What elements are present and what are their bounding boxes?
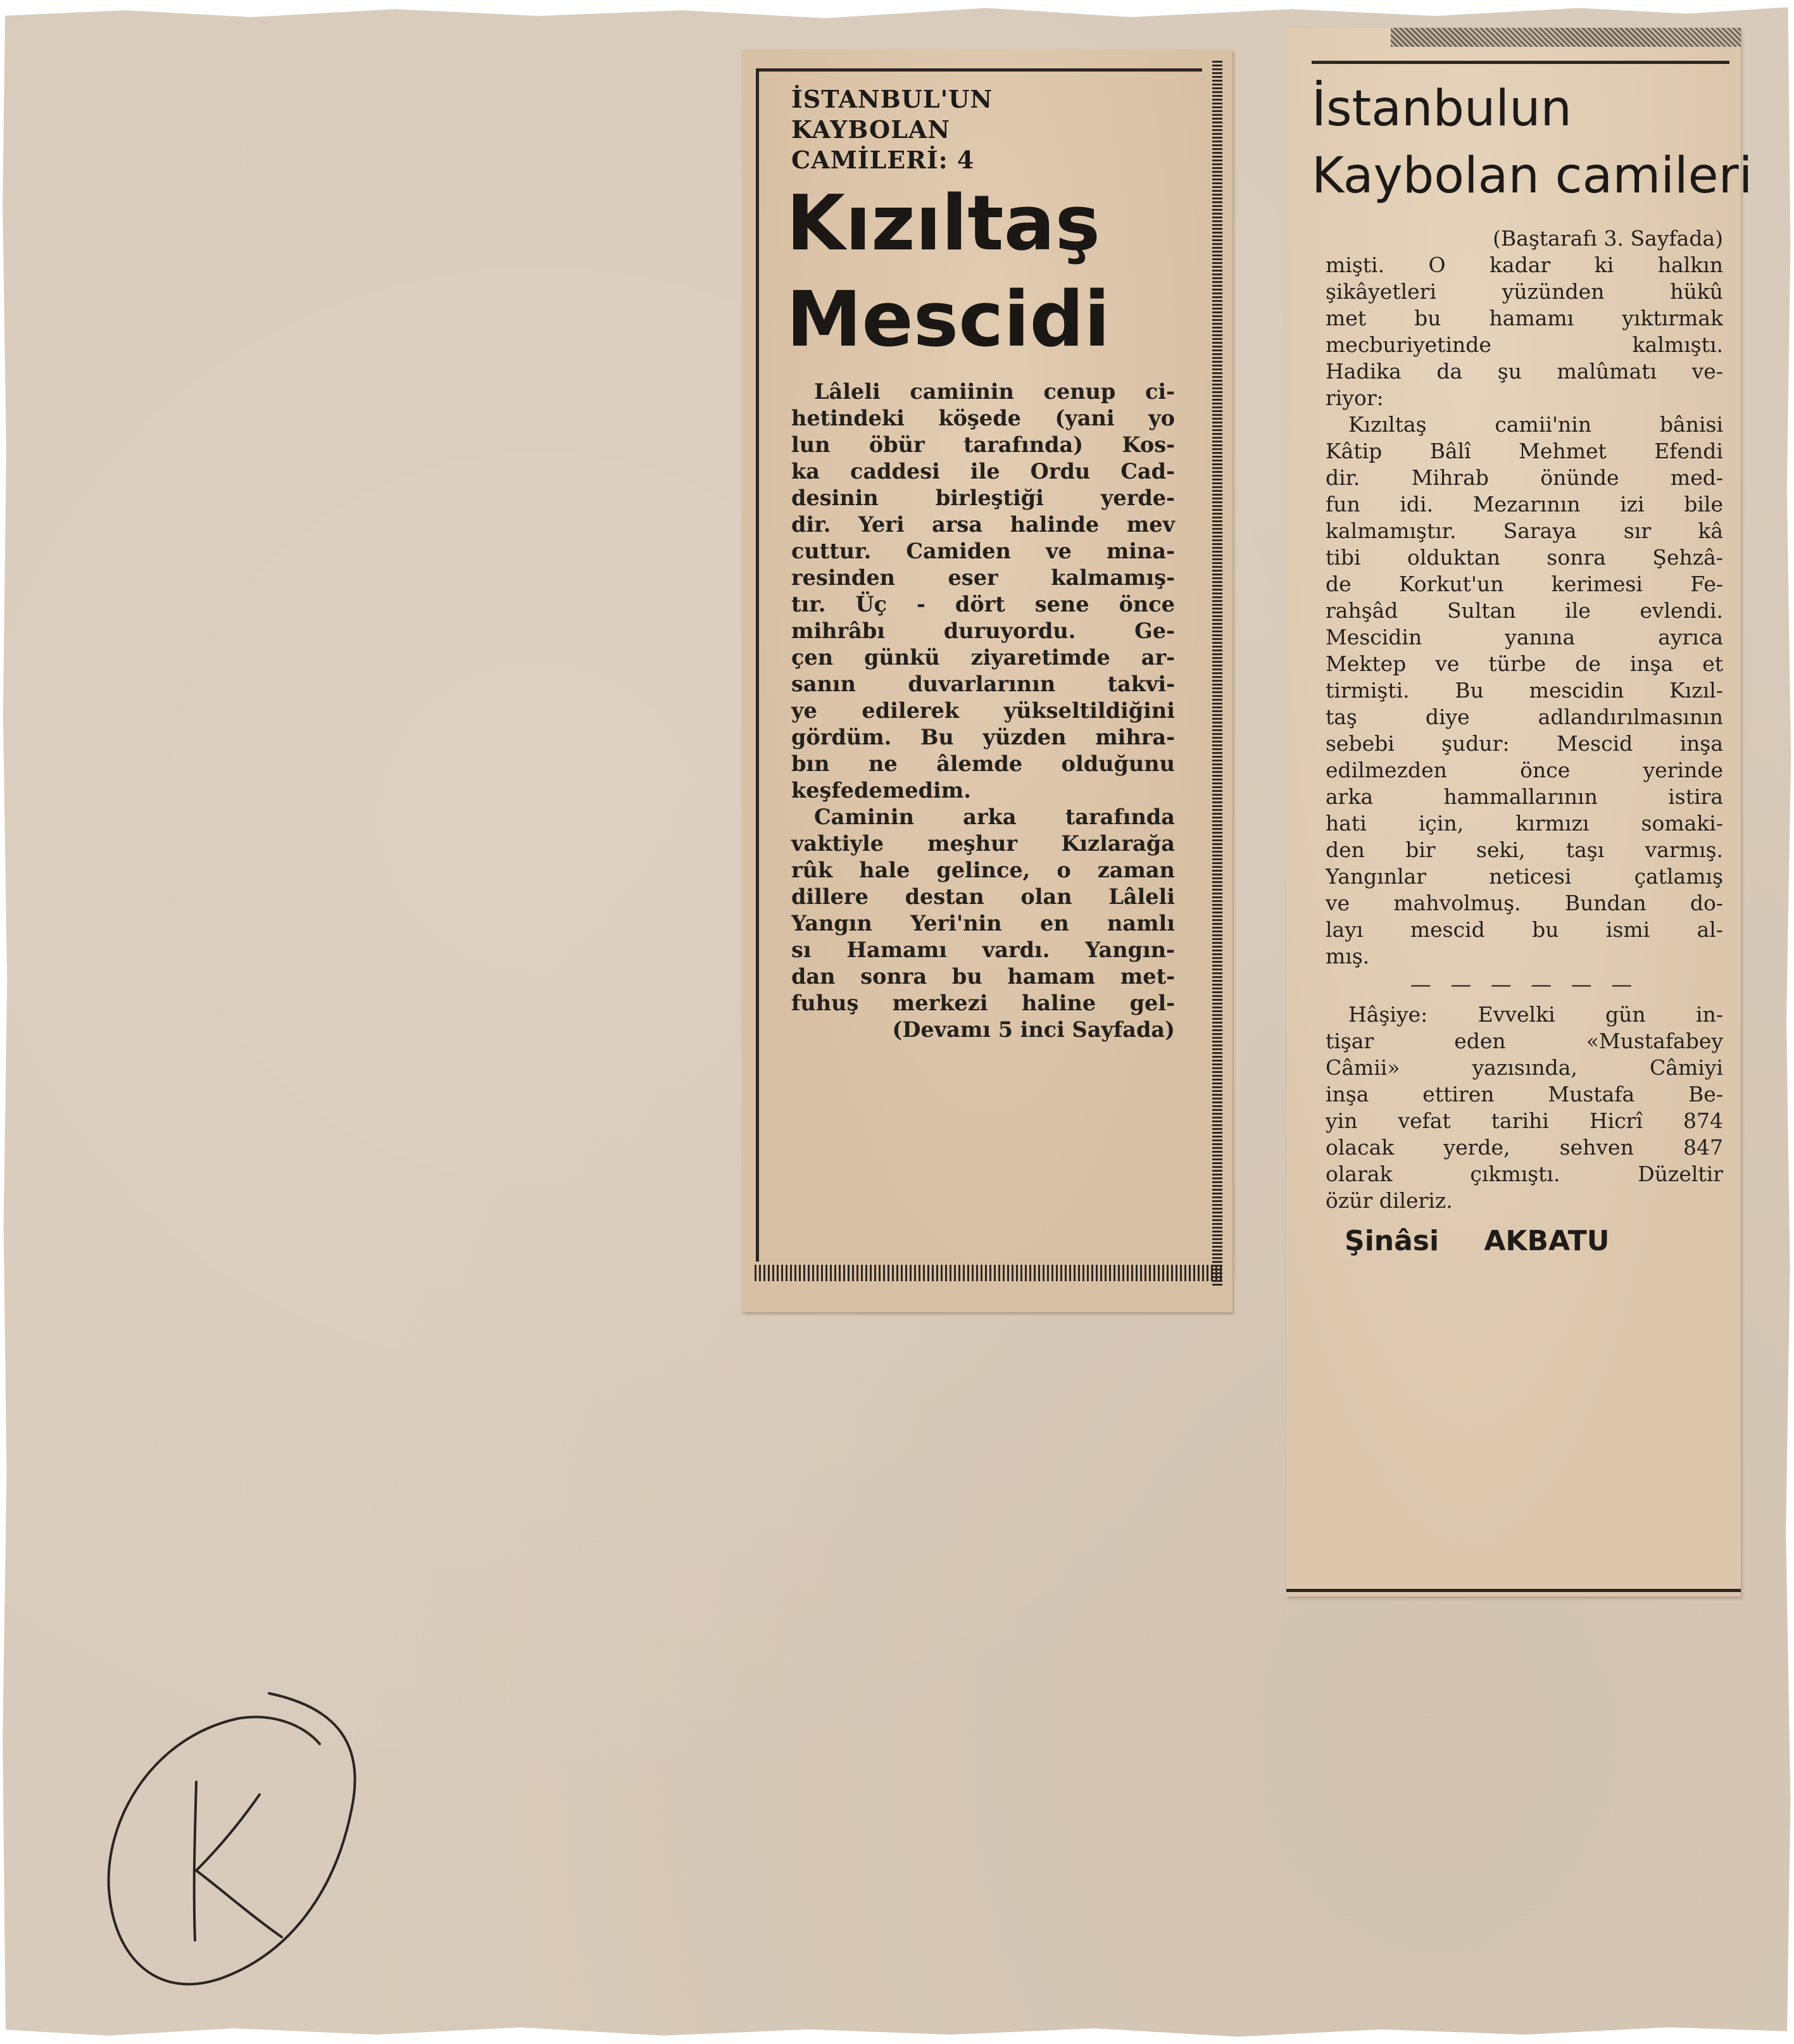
horizontal-dotted-rule xyxy=(755,1265,1223,1281)
newspaper-clipping-kiziltas xyxy=(742,49,1233,1312)
body-line: sebebi şudur: Mescid inşa xyxy=(1326,731,1723,756)
body-line: keşfedemedim. xyxy=(791,778,971,803)
body-line: cuttur. Camiden ve mina- xyxy=(791,539,1175,563)
bottom-rule xyxy=(1286,1589,1741,1592)
body-line: mişti. O kadar ki halkın xyxy=(1326,253,1723,277)
headline-line: Kaybolan camileri xyxy=(1312,147,1753,204)
body-line: Hâşiye: Evvelki gün in- xyxy=(1348,1002,1723,1027)
body-line: tirmişti. Bu mescidin Kızıl- xyxy=(1326,678,1723,703)
body-line: inşa ettiren Mustafa Be- xyxy=(1326,1082,1723,1107)
body-line: sanın duvarlarının takvi- xyxy=(791,672,1175,696)
kicker-line: KAYBOLAN xyxy=(791,115,951,144)
body-line: met bu hamamı yıktırmak xyxy=(1326,306,1723,330)
body-line: vaktiyle meşhur Kızlarağa xyxy=(791,831,1175,856)
body-line: Yangın Yeri'nin en namlı xyxy=(791,911,1175,936)
body-line: Caminin arka tarafında xyxy=(814,805,1175,829)
body-line: çen günkü ziyaretimde ar- xyxy=(791,645,1175,670)
body-line: Câmii» yazısında, Câmiyi xyxy=(1326,1055,1723,1080)
handwritten-k-mark-icon xyxy=(101,1681,373,1997)
newspaper-clipping-continuation xyxy=(1286,28,1753,1596)
body-line: olacak yerde, sehven 847 xyxy=(1326,1135,1723,1160)
body-line: ve mahvolmuş. Bundan do- xyxy=(1326,891,1723,915)
separator-dashes: — — — — — — xyxy=(1410,972,1639,996)
body-line: rûk hale gelince, o zaman xyxy=(791,858,1175,882)
vertical-dotted-rule xyxy=(1212,61,1222,1286)
body-line: tibi olduktan sonra Şehzâ- xyxy=(1326,545,1723,570)
body-line: fun idi. Mezarının izi bile xyxy=(1326,492,1723,517)
body-line: lun öbür tarafında) Kos- xyxy=(791,432,1175,457)
body-line: riyor: xyxy=(1326,386,1384,410)
body-line: hati için, kırmızı somaki- xyxy=(1326,811,1723,836)
headline-line: Mescidi xyxy=(786,276,1110,364)
body-line: mecburiyetinde kalmıştı. xyxy=(1326,332,1723,357)
kicker-line: CAMİLERİ: 4 xyxy=(791,146,975,174)
body-line: layı mescid bu ismi al- xyxy=(1326,917,1723,942)
body-line: ye edilerek yükseltildiğini xyxy=(791,698,1175,723)
body-line: resinden eser kalmamış- xyxy=(791,565,1175,590)
continuation-body xyxy=(1326,225,1723,1255)
body-line: edilmezden önce yerinde xyxy=(1326,758,1723,782)
mark-k-arms xyxy=(196,1795,282,1937)
body-line: özür dileriz. xyxy=(1326,1188,1453,1213)
headline-line: Kızıltaş xyxy=(786,180,1100,268)
continued-from-note: (Baştarafı 3. Sayfada) xyxy=(1493,226,1723,251)
body-line: kalmamıştır. Saraya sır kâ xyxy=(1326,518,1723,543)
article-headline xyxy=(786,176,1179,368)
body-line: dir. Mihrab önünde med- xyxy=(1326,465,1723,490)
author-signature: Şinâsi AKBATU xyxy=(1345,1225,1610,1257)
body-line: fuhuş merkezi haline gel- xyxy=(791,991,1175,1015)
continuation-headline xyxy=(1312,75,1753,210)
body-line: olarak çıkmıştı. Düzeltir xyxy=(1326,1162,1723,1186)
kicker-line: İSTANBUL'UN xyxy=(791,85,993,113)
body-line: Mektep ve türbe de inşa et xyxy=(1326,651,1723,676)
mark-circle xyxy=(109,1693,355,1984)
body-line: dir. Yeri arsa halinde mev xyxy=(791,512,1175,537)
body-line: tişar eden «Mustafabey xyxy=(1326,1029,1723,1053)
body-line: bın ne âlemde olduğunu xyxy=(791,751,1175,776)
body-line: Kızıltaş camii'nin bânisi xyxy=(1348,412,1723,437)
body-line: rahşâd Sultan ile evlendi. xyxy=(1326,598,1723,623)
body-line: Lâleli camiinin cenup ci- xyxy=(814,379,1175,404)
headline-line: İstanbulun xyxy=(1312,80,1572,137)
body-line: gördüm. Bu yüzden mihra- xyxy=(791,725,1175,749)
body-line: desinin birleştiği yerde- xyxy=(791,486,1175,510)
body-line: de Korkut'un kerimesi Fe- xyxy=(1326,572,1723,596)
body-line: Kâtip Bâlî Mehmet Efendi xyxy=(1326,439,1723,463)
body-line: mış. xyxy=(1326,944,1370,969)
body-line: yin vefat tarihi Hicrî 874 xyxy=(1326,1108,1723,1133)
body-line: arka hammallarının istira xyxy=(1326,784,1723,809)
article-body xyxy=(791,379,1175,1043)
body-line: tır. Üç - dört sene önce xyxy=(791,592,1175,617)
body-line: Yangınlar neticesi çatlamış xyxy=(1326,864,1723,889)
body-line: ka caddesi ile Ordu Cad- xyxy=(791,459,1175,484)
body-line: Hadika da şu malûmatı ve- xyxy=(1326,359,1723,384)
body-line: şikâyetleri yüzünden hükû xyxy=(1326,279,1723,304)
top-rule xyxy=(1312,61,1729,64)
body-line: den bir seki, taşı varmış. xyxy=(1326,837,1723,862)
body-line: taş diye adlandırılmasının xyxy=(1326,705,1723,729)
mark-k-stem xyxy=(194,1782,196,1940)
body-line: dan sonra bu hamam met- xyxy=(791,964,1175,989)
hatched-top-bar xyxy=(1391,28,1741,47)
body-line: mihrâbı duruyordu. Ge- xyxy=(791,618,1175,643)
continued-note: (Devamı 5 inci Sayfada) xyxy=(892,1017,1175,1042)
body-line: Mescidin yanına ayrıca xyxy=(1326,625,1723,649)
body-line: dillere destan olan Lâleli xyxy=(791,884,1175,909)
article-kicker xyxy=(791,84,1171,175)
body-line: hetindeki köşede (yani yo xyxy=(791,406,1175,430)
body-line: sı Hamamı vardı. Yangın- xyxy=(791,937,1175,962)
